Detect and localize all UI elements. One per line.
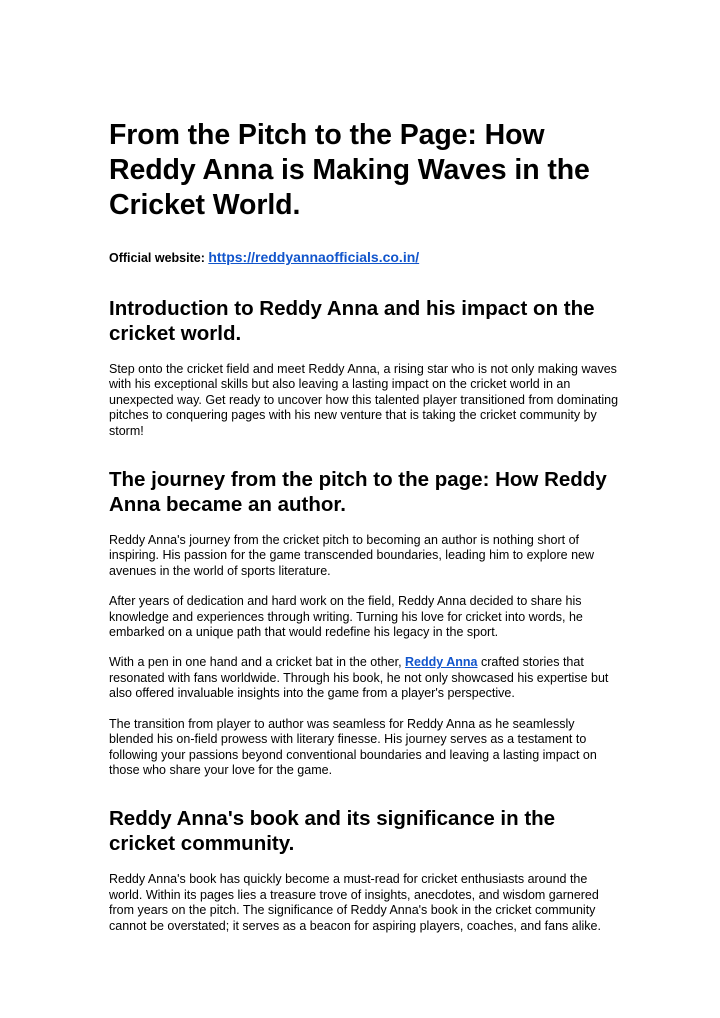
reddy-anna-link[interactable]: Reddy Anna <box>405 655 478 670</box>
official-website-line <box>109 249 619 266</box>
journey-heading: The journey from the pitch to the page: How Reddy Anna became an author. <box>109 468 607 517</box>
website-label: Official website: <box>109 251 205 265</box>
journey-paragraph-1: Reddy Anna's journey from the cricket pitch to becoming an author is nothing short of inspiring. His passion for the game transcended boundaries, leading him to explore new avenues in the world of sports literature. <box>109 533 595 578</box>
website-link[interactable]: https://reddyannaofficials.co.in/ <box>208 249 420 265</box>
book-paragraph: Reddy Anna's book has quickly become a must-read for cricket enthusiasts around the world. Within its pages lies a treasure trove of insights, anecdotes, and wisdom garnered from years on the pitch. The significance of Reddy Anna's book in the cricket community cannot be overstated; it serves as a beacon for aspiring players, coaches, and fans alike. <box>109 872 601 933</box>
journey-paragraph-2: After years of dedication and hard work on the field, Reddy Anna decided to share his knowledge and experiences through writing. Turning his love for cricket into words, he embarked on a unique path that would redefine his legacy in the sport. <box>109 594 583 640</box>
intro-paragraph: Step onto the cricket field and meet Reddy Anna, a rising star who is not only making waves with his exceptional skills but also leaving a lasting impact on the cricket world in an unexpected way. Get ready to uncover how this talented player transitioned from dominating pitches to conquering pages with his new venture that is taking the cricket community by storm! <box>109 362 619 438</box>
book-heading: Reddy Anna's book and its significance in the cricket community. <box>109 807 556 856</box>
document-page <box>109 118 619 934</box>
journey-p3-before: With a pen in one hand and a cricket bat in the other, <box>109 655 406 670</box>
journey-paragraph-4: The transition from player to author was seamless for Reddy Anna as he seamlessly blended his on-field prowess with literary finesse. His journey serves as a testament to following your passions beyond conventional boundaries and leaving a lasting impact on those who share your love for the game. <box>109 716 597 777</box>
intro-heading: Introduction to Reddy Anna and his impact on the cricket world. <box>109 297 595 345</box>
page-title: From the Pitch to the Page: How Reddy Anna is Making Waves in the Cricket World. <box>109 119 590 221</box>
journey-paragraph-3 <box>109 655 619 701</box>
journey-p3-after: crafted stories that resonated with fans worldwide. Through his book, he not only showcased his expertise but also offered invaluable insights into the game from a player's perspective. <box>109 655 609 701</box>
